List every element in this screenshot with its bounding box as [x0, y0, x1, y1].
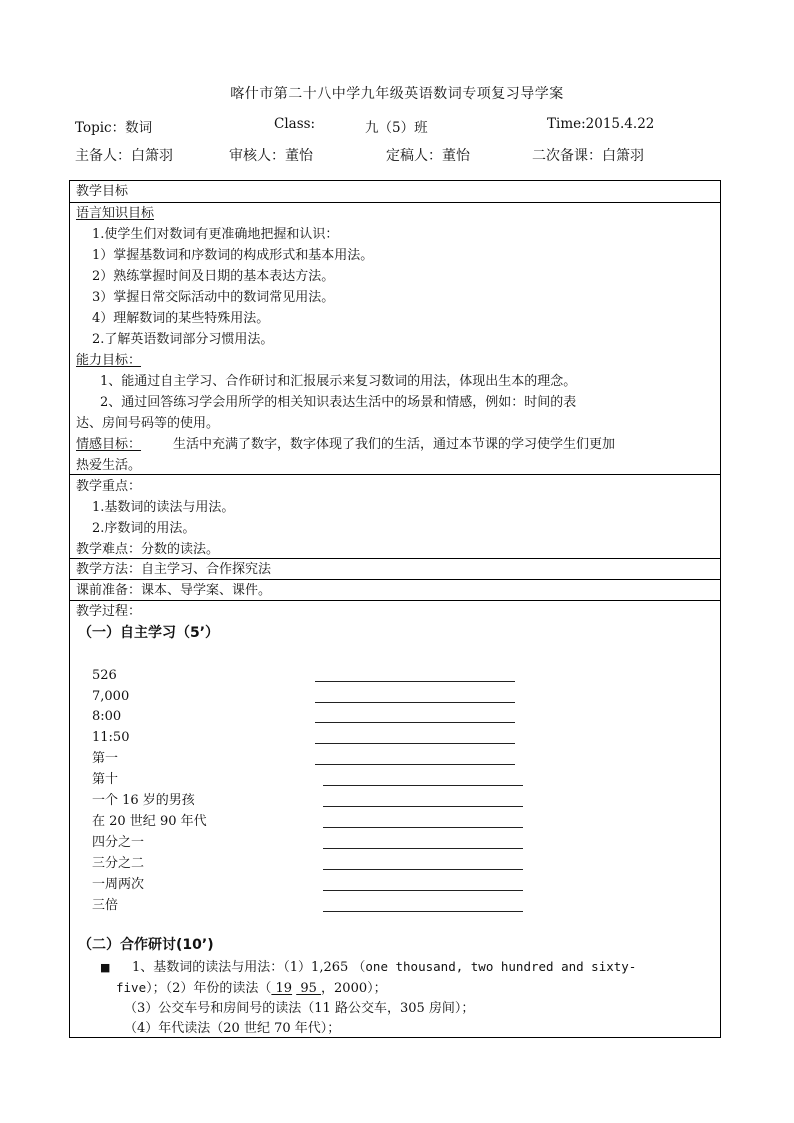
reviewer: 审核人：董怡 [229, 148, 313, 164]
goal-item: 4）理解数词的某些特殊用法。 [92, 311, 270, 326]
emotion-goal-cont: 热爱生活。 [76, 458, 142, 473]
emotion-goals-heading: 情感目标： [76, 437, 142, 452]
exercise-item: 第十 [92, 772, 119, 787]
key-point: 2.序数词的用法。 [92, 521, 196, 536]
divider [70, 474, 720, 475]
exercise-item: 526 [92, 668, 117, 683]
answer-blank[interactable] [323, 869, 523, 870]
year-blank[interactable]: 95 [296, 981, 322, 996]
key-point: 1.基数词的读法与用法。 [92, 500, 235, 515]
answer-blank[interactable] [315, 764, 515, 765]
part2-line: （3）公交车号和房间号的读法（11 路公交车，305 房间）； [124, 1001, 475, 1016]
answer-blank[interactable] [323, 911, 523, 912]
language-goals-heading: 语言知识目标 [76, 206, 155, 221]
divider [70, 558, 720, 559]
header-row-1 [0, 116, 794, 134]
part1-heading: （一）自主学习（5’） [78, 625, 220, 641]
ability-goals-heading: 能力目标： [76, 353, 142, 368]
page-title: 喀什市第二十八中学九年级英语数词专项复习导学案 [230, 86, 564, 102]
divider [70, 579, 720, 580]
process-heading: 教学过程： [76, 604, 142, 619]
part2-text: five [116, 980, 147, 995]
exercise-item: 一个 16 岁的男孩 [92, 793, 195, 808]
answer-blank[interactable] [323, 848, 523, 849]
goal-item: 2.了解英语数词部分习惯用法。 [92, 332, 274, 347]
second-preparer: 二次备课：白箫羽 [532, 148, 644, 164]
goal-item: 1.使学生们对数词有更准确地把握和认识： [92, 227, 339, 242]
part2-line [116, 980, 387, 997]
topic: Topic：数词 [75, 120, 153, 136]
answer-blank[interactable] [315, 681, 515, 682]
class-label: Class: [274, 116, 316, 132]
part2-text: ）；（2）年份的读法（ [146, 981, 272, 996]
exercise-item: 11:50 [92, 730, 130, 745]
difficulty: 教学难点：分数的读法。 [76, 542, 220, 557]
header-row-2 [0, 145, 794, 163]
goal-item: 1）掌握基数词和序数词的构成形式和基本用法。 [92, 248, 374, 263]
divider [70, 202, 720, 203]
part2-line: （4）年代读法（20 世纪 70 年代）； [124, 1021, 341, 1036]
emotion-goal: 生活中充满了数字，数字体现了我们的生活，通过本节课的学习使学生们更加 [173, 437, 616, 452]
goal-item: 2）熟练掌握时间及日期的基本表达方法。 [92, 269, 335, 284]
goal-item: 3）掌握日常交际活动中的数词常见用法。 [92, 290, 335, 305]
exercise-item: 7,000 [92, 689, 130, 704]
divider [70, 600, 720, 601]
exercise-item: 第一 [92, 751, 119, 766]
exercise-item: 一周两次 [92, 877, 145, 892]
exercise-item: 四分之一 [92, 835, 145, 850]
answer-blank[interactable] [315, 743, 515, 744]
answer-blank[interactable] [315, 722, 515, 723]
ability-goal-cont: 达、房间号码等的使用。 [76, 416, 220, 431]
exercise-item: 三分之二 [92, 856, 145, 871]
year-blank[interactable]: 19 [271, 981, 293, 996]
part2-text: ，2000）； [321, 981, 387, 996]
teaching-method: 教学方法：自主学习、合作探究法 [76, 562, 272, 577]
class-value: 九（5）班 [365, 120, 428, 136]
lead-preparer: 主备人：白箫羽 [75, 148, 173, 164]
ability-goal: 1、能通过自主学习、合作研讨和汇报展示来复习数词的用法，体现出生本的理念。 [100, 374, 577, 389]
part2-english: one thousand, two hundred and sixty- [365, 959, 637, 974]
part2-heading: （二）合作研讨(10’) [78, 937, 214, 953]
lesson-table [69, 180, 721, 1038]
exercise-item: 8:00 [92, 709, 122, 724]
part2-text: 1、基数词的读法与用法：（1）1,265 （ [132, 960, 366, 975]
answer-blank[interactable] [323, 806, 523, 807]
goals-heading: 教学目标 [76, 184, 129, 199]
exercise-item: 三倍 [92, 898, 119, 913]
preparation: 课前准备：课本、导学案、课件。 [76, 583, 272, 598]
exercise-item: 在 20 世纪 90 年代 [92, 814, 207, 829]
ability-goal: 2、通过回答练习学会用所学的相关知识表达生活中的场景和情感，例如：时间的表 [100, 395, 577, 410]
finalizer: 定稿人：董怡 [386, 148, 470, 164]
key-points-heading: 教学重点： [76, 479, 142, 494]
answer-blank[interactable] [323, 827, 523, 828]
part2-line [132, 959, 636, 976]
date: Time:2015.4.22 [547, 116, 655, 132]
answer-blank[interactable] [315, 702, 515, 703]
answer-blank[interactable] [323, 890, 523, 891]
answer-blank[interactable] [323, 785, 523, 786]
bullet-icon: ■ [100, 961, 111, 974]
